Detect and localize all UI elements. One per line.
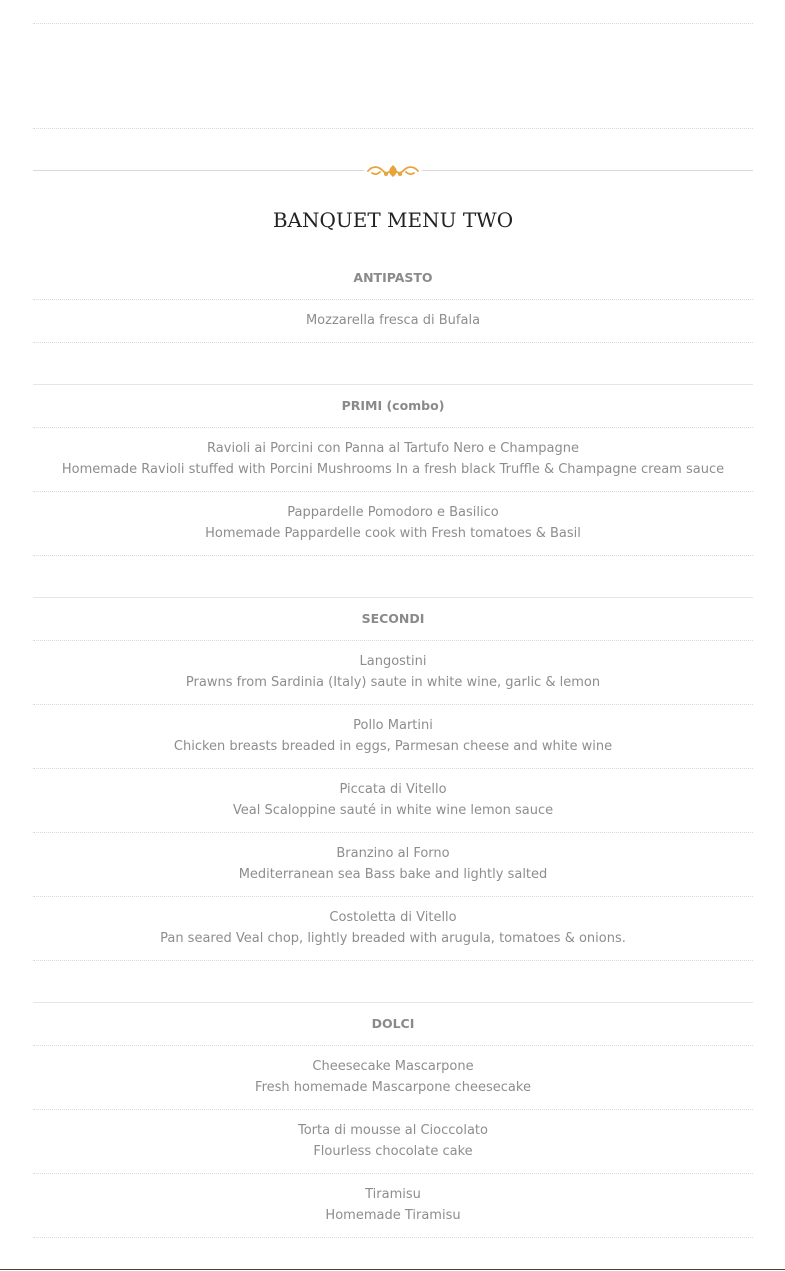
rule bbox=[33, 1237, 753, 1238]
menu-item bbox=[33, 641, 753, 704]
item-name: Pappardelle Pomodoro e Basilico bbox=[287, 505, 499, 520]
menu-item bbox=[33, 769, 753, 832]
item-description: Homemade Pappardelle cook with Fresh tomatoes & Basil bbox=[205, 526, 581, 541]
section-heading-dolci: DOLCI bbox=[371, 1016, 415, 1031]
menu-item bbox=[33, 300, 753, 342]
menu-item bbox=[33, 1110, 753, 1173]
item-name: Piccata di Vitello bbox=[339, 782, 447, 797]
item-description: Homemade Tiramisu bbox=[325, 1208, 461, 1223]
menu-item bbox=[33, 705, 753, 768]
item-description: Homemade Ravioli stuffed with Porcini Mushrooms In a fresh black Truffle & Champagne cream sauce bbox=[61, 462, 725, 477]
menu-item bbox=[33, 492, 753, 555]
section-heading-antipasto: ANTIPASTO bbox=[353, 270, 433, 285]
item-description: Mediterranean sea Bass bake and lightly salted bbox=[238, 867, 548, 882]
menu-item bbox=[33, 833, 753, 896]
item-name: Langostini bbox=[359, 654, 427, 669]
item-description: Veal Scaloppine sauté in white wine lemon sauce bbox=[232, 803, 554, 818]
item-description: Prawns from Sardinia (Italy) saute in white wine, garlic & lemon bbox=[185, 675, 601, 690]
menu-page bbox=[33, 0, 753, 1238]
bottom-edge bbox=[0, 1269, 785, 1270]
flourish-ornament-icon bbox=[364, 162, 422, 180]
item-description: Flourless chocolate cake bbox=[313, 1144, 473, 1159]
item-description: Chicken breasts breaded in eggs, Parmesan cheese and white wine bbox=[173, 739, 613, 754]
item-name: Costoletta di Vitello bbox=[329, 910, 457, 925]
item-name: Cheesecake Mascarpone bbox=[312, 1059, 474, 1074]
section-heading-primi: PRIMI (combo) bbox=[341, 398, 445, 413]
section-heading-secondi: SECONDI bbox=[361, 611, 425, 626]
menu-title: BANQUET MENU TWO bbox=[272, 208, 514, 232]
item-description: Pan seared Veal chop, lightly breaded with arugula, tomatoes & onions. bbox=[160, 931, 626, 946]
ornament-divider bbox=[33, 137, 753, 205]
menu-item bbox=[33, 897, 753, 960]
item-description: Fresh homemade Mascarpone cheesecake bbox=[255, 1080, 531, 1095]
item-name: Branzino al Forno bbox=[336, 846, 450, 861]
item-name: Mozzarella fresca di Bufala bbox=[305, 313, 481, 328]
menu-item bbox=[33, 428, 753, 491]
item-name: Pollo Martini bbox=[353, 718, 433, 733]
item-name: Tiramisu bbox=[365, 1187, 421, 1202]
menu-item bbox=[33, 1046, 753, 1109]
item-name: Ravioli ai Porcini con Panna al Tartufo Nero e Champagne bbox=[207, 441, 579, 456]
item-name: Torta di mousse al Cioccolato bbox=[298, 1123, 488, 1138]
menu-item bbox=[33, 1174, 753, 1237]
